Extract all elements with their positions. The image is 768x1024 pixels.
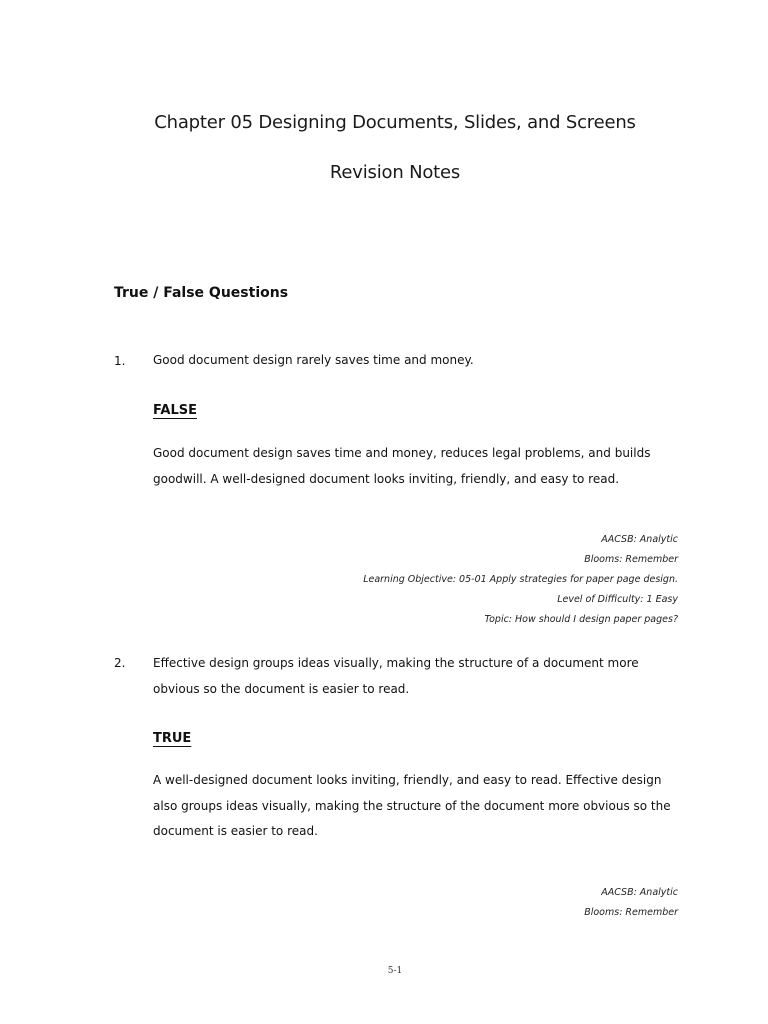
document-subtitle: Revision Notes [329,162,461,183]
meta-topic: Topic: How should I design paper pages? [484,614,678,625]
question-metadata [363,530,678,630]
question-number: 2. [114,656,126,670]
answer-explanation: A well-designed document looks inviting, friendly, and easy to read. Effective design also groups ideas visually, making the structure of the document more obvious so the document is easier to read. [153,773,671,838]
question-text: Good document design rarely saves time and money. [153,353,474,367]
meta-aacsb: AACSB: Analytic [601,887,678,898]
answer-label: FALSE [153,403,197,418]
meta-difficulty: Level of Difficulty: 1 Easy [557,594,678,605]
chapter-title: Chapter 05 Designing Documents, Slides, and Screens [154,112,636,133]
page-number: 5-1 [387,966,403,976]
question-text: Effective design groups ideas visually, making the structure of a document more obvious so the document is easier to read. [153,656,639,696]
question-number: 1. [114,354,126,368]
meta-aacsb: AACSB: Analytic [601,534,678,545]
answer-label: TRUE [153,731,192,746]
meta-blooms: Blooms: Remember [584,554,678,565]
meta-learning-objective: Learning Objective: 05-01 Apply strategies for paper page design. [363,574,678,585]
question-metadata [584,883,678,923]
answer-explanation: Good document design saves time and money, reduces legal problems, and builds goodwill. A well-designed document looks inviting, friendly, and easy to read. [153,446,651,486]
section-heading: True / False Questions [114,285,289,301]
meta-blooms: Blooms: Remember [584,907,678,918]
